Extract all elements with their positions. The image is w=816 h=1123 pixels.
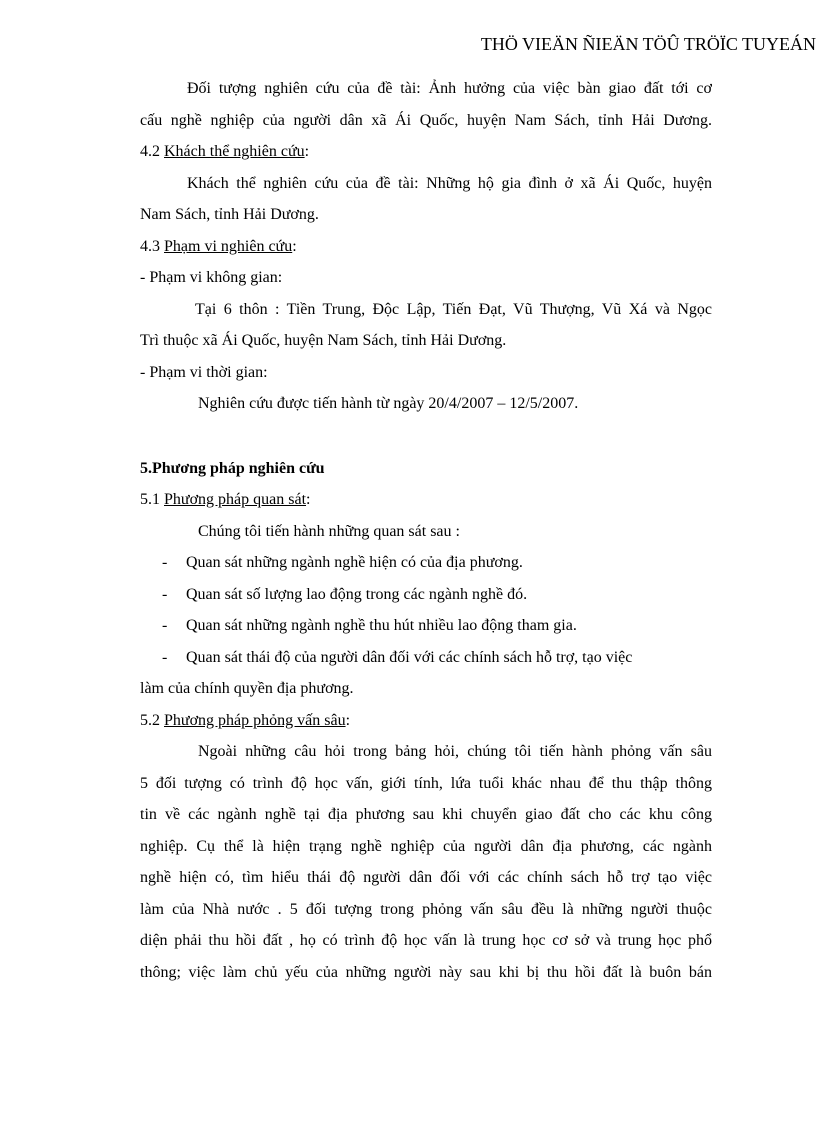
paragraph-line: nghiệp. Cụ thể là hiện trạng nghề nghiệp của người dân địa phương, các ngành [140, 837, 712, 855]
section-number: 4.3 [140, 237, 164, 255]
section-number: 5.2 [140, 711, 164, 729]
list-item-text: Quan sát số lượng lao động trong các ngành nghề đó. [186, 585, 528, 603]
section-number: 5.1 [140, 491, 164, 508]
section-title: Khách thể nghiên cứu [164, 143, 305, 160]
paragraph-line: Nghiên cứu được tiến hành từ ngày 20/4/2007 – 12/5/2007. [198, 395, 579, 412]
section-heading-5-1 [140, 484, 712, 516]
list-item [140, 642, 712, 674]
section-heading-4-3 [140, 231, 712, 263]
dash-marker: - [162, 585, 168, 603]
paragraph-line: Tại 6 thôn : Tiền Trung, Độc Lập, Tiến Đạt, Vũ Thượng, Vũ Xá và Ngọc [195, 300, 712, 318]
section-title: Phương pháp quan sát [164, 491, 307, 508]
paragraph-line: Khách thể nghiên cứu của đề tài: Những hộ gia đình ở xã Ái Quốc, huyện [187, 174, 712, 192]
section-colon: : [304, 143, 310, 160]
list-item [140, 610, 712, 642]
section-colon: : [306, 491, 311, 508]
paragraph-line: Đối tượng nghiên cứu của đề tài: Ảnh hưởng của việc bàn giao đất tới cơ [187, 80, 712, 97]
section-heading-4-2 [140, 136, 712, 168]
section-colon: : [345, 711, 351, 729]
paragraph-line: Chúng tôi tiến hành những quan sát sau : [198, 522, 460, 540]
paragraph-line: nghề hiện có, tìm hiểu thái độ người dân đối với các chính sách hỗ trợ tạo việc [140, 869, 712, 886]
paragraph-line: làm của chính quyền địa phương. [140, 680, 354, 697]
document-body [140, 73, 712, 988]
dash-marker: - [162, 648, 168, 666]
list-item [140, 547, 712, 579]
list-item-text: Quan sát những ngành nghề hiện có của địa phương. [186, 554, 523, 571]
page-header: THÖ VIEÄN ÑIEÄN TÖÛ TRÖÏC TUYEÁN [480, 34, 816, 54]
dash-marker: - [162, 617, 168, 634]
paragraph-line: diện phải thu hồi đất , họ có trình độ học vấn là trung học cơ sở và trung học phổ [140, 932, 712, 949]
paragraph-line: - Phạm vi thời gian: [140, 363, 268, 381]
paragraph-line: làm của Nhà nước . 5 đối tượng trong phỏng vấn sâu đều là những người thuộc [140, 900, 712, 918]
paragraph-line: thông; việc làm chủ yếu của những người này sau khi bị thu hồi đất là buôn bán [140, 963, 712, 981]
section-heading-5: 5.Phương pháp nghiên cứu [140, 459, 325, 477]
paragraph-line: Trì thuộc xã Ái Quốc, huyện Nam Sách, tỉnh Hải Dương. [140, 332, 507, 349]
section-colon: : [292, 237, 297, 255]
section-title: Phạm vi nghiên cứu [164, 237, 293, 255]
spacer [140, 420, 712, 453]
section-number: 4.2 [140, 143, 164, 160]
paragraph-line: tin về các ngành nghề tại địa phương sau khi chuyển giao đất cho các khu công [140, 806, 712, 823]
paragraph-line: 5 đối tượng có trình độ học vấn, giới tính, lứa tuổi khác nhau để thu thập thông [140, 774, 712, 792]
dash-marker: - [162, 554, 168, 571]
list-item-text: Quan sát thái độ của người dân đối với các chính sách hỗ trợ, tạo việc [186, 648, 633, 666]
paragraph-line: - Phạm vi không gian: [140, 269, 283, 286]
paragraph-line: cấu nghề nghiệp của người dân xã Ái Quốc, huyện Nam Sách, tỉnh Hải Dương. [140, 111, 712, 129]
paragraph-line: Nam Sách, tỉnh Hải Dương. [140, 206, 319, 223]
section-heading-5-2 [140, 705, 712, 737]
list-item [140, 579, 712, 611]
paragraph-line: Ngoài những câu hỏi trong bảng hỏi, chúng tôi tiến hành phỏng vấn sâu [198, 743, 712, 760]
list-item-text: Quan sát những ngành nghề thu hút nhiều lao động tham gia. [186, 617, 577, 634]
section-title: Phương pháp phỏng vấn sâu [164, 711, 346, 729]
